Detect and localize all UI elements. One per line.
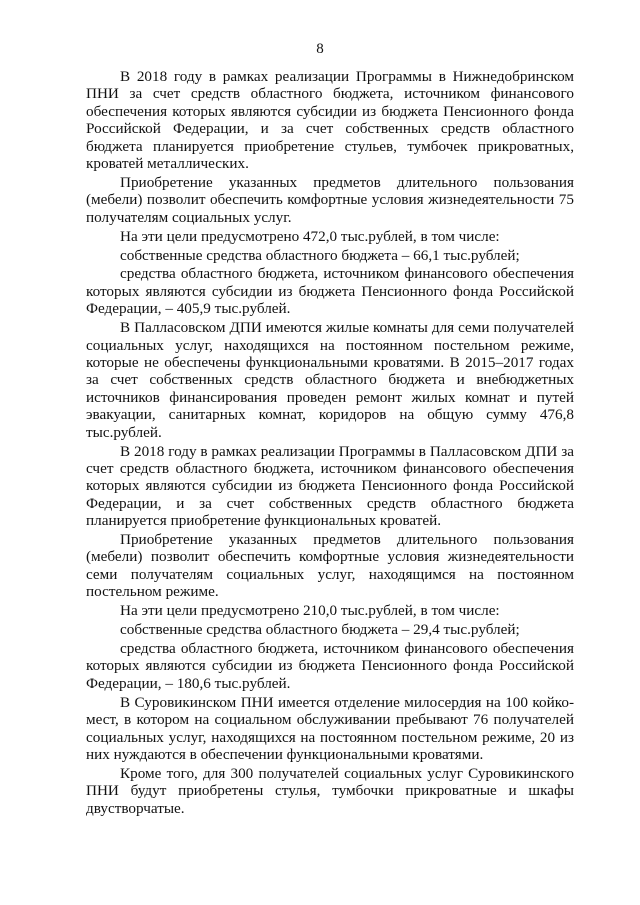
paragraph: собственные средства областного бюджета – 29,4 тыс.рублей; [120, 621, 520, 639]
paragraph: В Палласовском ДПИ имеются жилые комнаты для семи получателей социальных услуг, находящихся на постоянном постельном режиме, которые не обеспечены функциональными кроватями. В 2015–2017 годах за счет собственных средств областного бюджета и внебюджетных источников финансирования проведен ремонт жилых комнат и путей эвакуации, санитарных комнат, коридоров на общую сумму 476,8 тыс.рублей. [86, 319, 574, 441]
paragraph: В 2018 году в рамках реализации Программы в Палласовском ДПИ за счет средств областного бюджета, источником финансового обеспечения которых являются субсидии из бюджета Пенсионного фонда Российской Федерации, и за счет собственных средств областного бюджета планируется приобретение функциональных кроватей. [86, 442, 574, 530]
paragraph: средства областного бюджета, источником финансового обеспечения которых являются субсидии из бюджета Пенсионного фонда Российской Федерации, – 180,6 тыс.рублей. [86, 640, 574, 692]
paragraph: На эти цели предусмотрено 210,0 тыс.рублей, в том числе: [120, 602, 500, 620]
page-number: 8 [316, 41, 324, 57]
document-body [86, 68, 574, 819]
paragraph: Кроме того, для 300 получателей социальных услуг Суровикинского ПНИ будут приобретены стулья, тумбочки прикроватные и шкафы двустворчатые. [86, 764, 574, 817]
paragraph: собственные средства областного бюджета – 66,1 тыс.рублей; [120, 246, 520, 264]
paragraph: Приобретение указанных предметов длительного пользования (мебели) позволит обеспечить комфортные условия жизнедеятельности 75 получателям социальных услуг. [86, 173, 574, 226]
paragraph: Приобретение указанных предметов длительного пользования (мебели) позволит обеспечить комфортные условия жизнедеятельности семи получателям социальных услуг, находящимся на постоянном постельном режиме. [86, 531, 574, 601]
paragraph: средства областного бюджета, источником финансового обеспечения которых являются субсидии из бюджета Пенсионного фонда Российской Федерации, – 405,9 тыс.рублей. [86, 265, 574, 318]
paragraph: В 2018 году в рамках реализации Программы в Нижнедобринском ПНИ за счет средств областного бюджета, источником финансового обеспечения которых являются субсидии из бюджета Пенсионного фонда Российской Федерации, и за счет собственных средств областного бюджета планируется приобретение стульев, тумбочек прикроватных, кроватей металлических. [86, 68, 574, 173]
paragraph: На эти цели предусмотрено 472,0 тыс.рублей, в том числе: [120, 227, 500, 245]
paragraph: В Суровикинском ПНИ имеется отделение милосердия на 100 койко-мест, в котором на социальном обслуживании пребывают 76 получателей социальных услуг, находящихся на постоянном постельном режиме, 20 из них нуждаются в обеспечении функциональными кроватями. [86, 693, 574, 763]
